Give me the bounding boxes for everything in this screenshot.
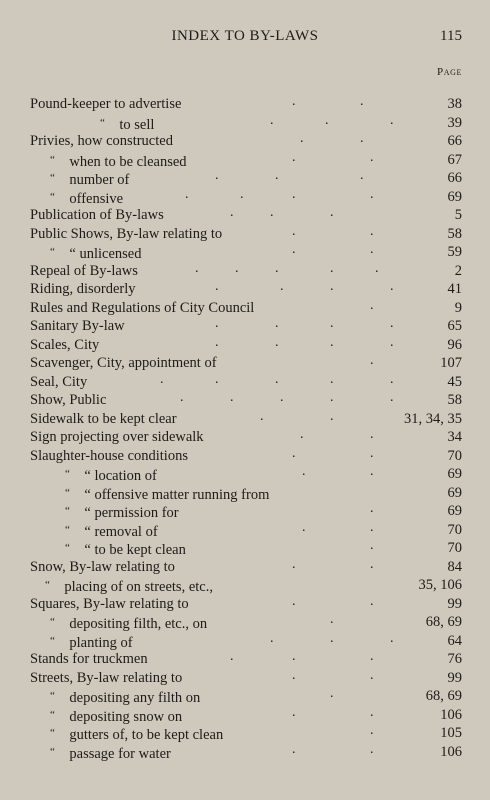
entry-text [30,428,204,447]
index-entry [30,706,462,725]
entry-page-ref: 65 [447,318,462,334]
index-entry [30,280,462,299]
leader-dots: . . . [230,205,334,220]
leader-dots: . . . . . [180,390,394,405]
entry-page-ref: 105 [440,725,462,741]
entry-page-ref: 96 [447,336,462,353]
entry-page-ref: 70 [447,447,462,464]
entry-label: Publication of By-laws [30,207,164,223]
entry-page-ref: 39 [447,114,462,131]
index-entry [30,465,462,484]
entry-text [30,558,175,577]
leader-dots: . . [302,464,374,479]
entry-label: “ unlicensed [69,246,142,262]
ditto-mark: “ [50,690,55,702]
entry-label: Privies, how constructed [30,133,173,149]
index-entry [30,206,462,225]
entry-label: depositing any filth on [69,690,201,706]
entry-text [30,262,138,281]
entry-label: when to be cleansed [69,153,187,170]
index-entry [30,743,462,762]
entry-page-ref: 68, 69 [425,614,462,630]
leader-dots: . [370,353,374,368]
entry-label: Sign projecting over sidewalk [30,429,204,445]
entry-label: to sell [119,116,155,133]
entry-label: gutters of, to be kept clean [69,727,224,743]
entry-text [50,706,182,727]
index-entry [30,262,462,281]
index-entry [30,558,462,577]
ditto-mark: “ [45,579,50,591]
index-entry [30,373,462,392]
entry-page-ref: 69 [447,188,462,205]
index-entry [30,95,462,114]
leader-dots: . . . . [215,334,394,350]
index-entry [30,132,462,151]
entry-text [30,317,125,336]
entry-label: offensive [69,190,124,207]
index-entry [30,502,462,521]
entry-text [30,336,99,355]
ditto-mark: “ [50,708,55,721]
entry-page-ref: 70 [447,540,462,556]
index-entry [30,225,462,244]
leader-dots: . [370,297,374,313]
entry-page-ref: 59 [447,244,462,260]
index-entry [30,724,462,743]
index-entry [30,317,462,336]
entry-page-ref: 69 [447,466,462,482]
entry-label: placing of on streets, etc., [64,579,213,595]
entry-text [65,465,157,486]
entry-page-ref: 5 [454,207,462,223]
leader-dots: . [330,612,334,627]
leader-dots: . . [292,704,374,720]
entry-text [30,595,189,614]
entry-page-ref: 41 [447,281,462,297]
entry-label: Riding, disorderly [30,281,136,297]
page-column-label: Page [437,66,462,78]
leader-dots: . . . [270,630,394,646]
entry-text [50,632,133,653]
entry-label: Seal, City [30,373,88,390]
entry-text [30,95,181,114]
entry-label: “ permission for [84,505,179,521]
entry-label: planting of [69,634,133,651]
index-entry [30,669,462,688]
leader-dots: . . [292,741,374,757]
entry-label: Slaughter-house conditions [30,447,188,464]
entry-label: Sidewalk to be kept clear [30,410,177,427]
entry-label: Show, Public [30,392,107,408]
entry-text [50,724,223,745]
index-entry [30,410,462,429]
entry-page-ref: 2 [454,262,462,279]
entry-page-ref: 66 [447,170,462,186]
index-entry [30,354,462,373]
entry-page-ref: 58 [447,225,462,242]
leader-dots: . . [292,223,374,239]
index-entry [30,299,462,318]
entry-text [50,169,129,190]
entry-label: Streets, By-law relating to [30,669,183,686]
ditto-mark: “ [50,172,55,184]
entry-page-ref: 34 [447,429,462,445]
index-entry [30,151,462,170]
entry-page-ref: 66 [447,133,462,149]
entry-label: Public Shows, By-law relating to [30,225,223,242]
entry-page-ref: 35, 106 [418,577,462,593]
entry-page-ref: 67 [447,151,462,168]
index-entries [30,95,462,761]
leader-dots: . . . . . [195,260,379,276]
index-entry [30,428,462,447]
entry-text [30,391,106,410]
ditto-mark: “ [50,616,55,628]
entry-page-ref: 31, 34, 35 [404,410,462,427]
entry-text [50,188,123,209]
entry-text [30,280,136,299]
entry-page-ref: 64 [447,632,462,649]
entry-text [100,114,154,135]
entry-text [50,687,200,708]
ditto-mark: “ [50,190,55,203]
leader-dots: . . . . [215,316,394,331]
ditto-mark: “ [50,634,55,647]
ditto-mark: “ [65,523,70,536]
entry-text [50,151,187,172]
leader-dots: . . [292,242,374,257]
entry-label: Pound-keeper to advertise [30,96,182,112]
ditto-mark: “ [65,505,70,517]
index-entry [30,521,462,540]
entry-label: passage for water [69,745,171,762]
entry-label: “ offensive matter running from [84,486,270,503]
entry-page-ref: 9 [454,299,462,316]
entry-text [65,539,186,560]
index-entry [30,169,462,188]
index-entry [30,539,462,558]
entry-text [30,225,222,244]
page-number: 115 [440,28,462,44]
entry-text [30,299,254,318]
index-entry [30,484,462,503]
leader-dots: . . [292,556,374,572]
leader-dots: . . [260,408,334,424]
entry-label: depositing snow on [69,708,183,725]
index-entry [30,243,462,262]
index-entry [30,595,462,614]
entry-label: “ removal of [84,523,158,540]
ditto-mark: “ [50,727,55,739]
index-entry [30,687,462,706]
entry-page-ref: 70 [447,521,462,538]
ditto-mark: “ [65,468,70,480]
entry-label: Squares, By-law relating to [30,595,189,612]
index-entry [30,447,462,466]
entry-text [50,613,207,634]
entry-page-ref: 45 [447,373,462,390]
entry-page-ref: 99 [447,595,462,612]
leader-dots: . . . . [215,279,394,294]
entry-text [30,132,173,151]
entry-text [30,410,177,429]
leader-dots: . . [300,427,374,442]
index-entry [30,336,462,355]
entry-label: Scales, City [30,336,100,353]
entry-text [65,484,269,505]
entry-page-ref: 58 [447,392,462,408]
entry-label: Rules and Regulations of City Council [30,299,255,316]
entry-page-ref: 68, 69 [425,688,462,704]
index-entry [30,576,462,595]
entry-text [65,521,158,542]
leader-dots: . . . [215,168,364,183]
entry-page-ref: 106 [440,706,462,723]
ditto-mark: “ [65,542,70,554]
leader-dots: . . . [230,649,374,664]
entry-label: “ to be kept clean [84,542,186,558]
index-entry [30,188,462,207]
entry-label: depositing filth, etc., on [69,616,208,632]
leader-dots: . [370,538,374,553]
entry-text [30,206,164,225]
index-entry [30,613,462,632]
leader-dots: . . [292,593,374,609]
index-entry [30,114,462,133]
leader-dots: . . [292,667,374,683]
leader-dots: . . . . . [160,371,394,387]
leader-dots: . . [292,149,374,165]
entry-page-ref: 69 [447,503,462,519]
entry-text [50,743,171,764]
running-head [0,28,490,50]
leader-dots: . . . [270,112,394,128]
entry-label: Stands for truckmen [30,651,148,667]
page-title: INDEX TO BY-LAWS [171,28,319,44]
entry-text [30,650,148,669]
leader-dots: . . [300,131,364,146]
ditto-mark: “ [65,486,70,499]
leader-dots: . [370,723,374,738]
leader-dots: . [370,501,374,516]
entry-page-ref: 76 [447,651,462,667]
entry-page-ref: 99 [447,669,462,686]
entry-text [45,576,213,597]
index-entry [30,650,462,669]
ditto-mark: “ [100,116,105,129]
entry-label: Sanitary By-law [30,318,125,334]
entry-label: Snow, By-law relating to [30,558,175,575]
entry-label: Repeal of By-laws [30,262,138,279]
ditto-mark: “ [50,745,55,758]
entry-page-ref: 106 [440,743,462,760]
ditto-mark: “ [50,246,55,258]
entry-page-ref: 38 [447,96,462,112]
entry-page-ref: 69 [447,484,462,501]
leader-dots: . . [292,445,374,461]
entry-text [30,354,217,373]
entry-label: Scavenger, City, appointment of [30,355,217,371]
leader-dots: . . [302,519,374,535]
entry-label: number of [69,172,130,188]
entry-text [50,243,141,264]
index-entry [30,391,462,410]
entry-text [30,669,182,688]
entry-text [30,447,188,466]
leader-dots: . . . . [185,186,374,202]
entry-text [30,373,87,392]
entry-page-ref: 107 [440,355,462,371]
leader-dots: . [330,686,334,701]
entry-page-ref: 84 [447,558,462,575]
index-entry [30,632,462,651]
entry-label: “ location of [84,468,157,484]
leader-dots: . . [292,94,364,109]
ditto-mark: “ [50,153,55,166]
entry-text [65,502,179,523]
